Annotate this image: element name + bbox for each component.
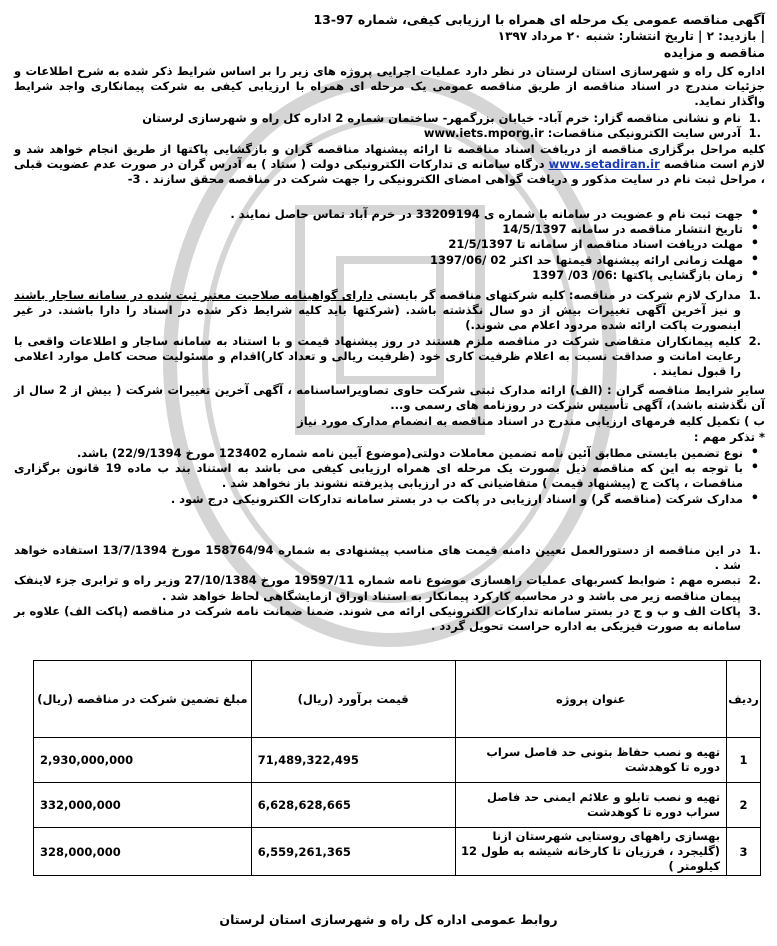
- other-conditions-b: ب ) تکمیل کلیه فرمهای ارزیابی مندرج در اسناد مناقصه به انضمام مدارک مورد نیاز: [297, 414, 765, 428]
- list-item: • مهلت دریافت اسناد مناقصه از سامانه تا 21/5/1397: [14, 237, 765, 252]
- row-number: 2: [727, 783, 761, 828]
- list-item: • جهت ثبت نام و عضویت در سامانه با شماره ی 33209194 در خرم آباد تماس حاصل نمایند .: [14, 207, 765, 222]
- list-item: • زمان بازگشایی پاکتها :06/ 03/ 1397: [14, 268, 765, 283]
- project-title: تهیه و نصب حفاظ بتونی حد فاصل سراب دوره تا کوهدشت: [455, 738, 727, 783]
- estimate-value: 6,628,628,665: [251, 783, 455, 828]
- table-row: [34, 738, 761, 783]
- category-heading: مناقصه و مزایده: [663, 45, 765, 60]
- note-item: • نوع تضمین بایستی مطابق آئین نامه تضمین معاملات دولتی(موضوع آیین نامه شماره 123402 مورخ 22/9/1394) باشد.: [14, 446, 765, 461]
- row-number: 3: [727, 828, 761, 876]
- org-item: 1. آدرس سایت الکترونیکی مناقصات: www.iets.mporg.ir: [423, 126, 761, 141]
- row-number: 1: [727, 738, 761, 783]
- other-conditions: سایر شرایط مناقصه گران : (الف) ارائه مدارک ثبتی شرکت حاوی تصاویراساسنامه ، آگهی آخرین تغییرات شرکت ( بیش از 2 سال از آن نگذشته باشد)، آگهی تأسیس شرکت در روزنامه های رسمی و...: [14, 383, 765, 413]
- requirements-list: [14, 288, 765, 379]
- notes-list: [14, 446, 765, 507]
- process-paragraph: کلیه مراحل برگزاری مناقصه از دریافت اسناد مناقصه تا ارائه پیشنهاد مناقصه گران و بازگشایی پاکتها از طریق انجام خواهد شد و لازم است مناقصه www.setadiran.ir درگاه سامانه ی تدارکات الکترونیکی دولت ( ستاد ) به آدرس گران در صورت عدم عضویت قبلی ، مراحل ثبت نام در سایت مذکور و دریافت گواهی امضای الکترونیکی را جهت شرکت در مناقصه محقق سازند . 3-: [14, 142, 765, 187]
- note-item: • با توجه به این که مناقصه ذیل بصورت یک مرحله ای همراه ارزیابی کیفی می باشد به استناد بند ب ماده 19 قانون برگزاری مناقصات ، پاکت ج (پیشنهاد قیمت ) متقاضیانی که در ارزیابی پذیرفته نشوند باز نخواهد شد .: [14, 461, 765, 491]
- final-item: 3. پاکات الف و ب و ج در بستر سامانه تدارکات الکترونیکی ارائه می شوند. ضمنا ضمانت نامه شرکت در مناقصه (پاکت الف) علاوه بر سامانه به صورت فیزیکی به اداره حراست تحویل گردد .: [14, 603, 761, 634]
- org-list: [14, 111, 765, 141]
- table-header-row: [34, 661, 761, 738]
- guarantee-value: 328,000,000: [34, 828, 252, 876]
- projects-table: [33, 660, 761, 876]
- setadiran-link[interactable]: www.setadiran.ir: [548, 157, 660, 172]
- project-title: بهسازی راههای روستایی شهرستان ازنا (گلیجرد ، فرزیان تا کارخانه شیشه به طول 12 کیلومتر ): [455, 828, 727, 876]
- project-title: تهیه و نصب تابلو و علائم ایمنی حد فاصل سراب دوره تا کوهدشت: [455, 783, 727, 828]
- final-list: [14, 543, 765, 634]
- header-guarantee: مبلغ تضمین شرکت در مناقصه (ریال): [34, 661, 252, 738]
- ad-title: آگهی مناقصه عمومی یک مرحله ای همراه با ارزیابی کیفی، شماره 97-13: [313, 12, 765, 27]
- list-item: • مهلت زمانی ارائه پیشنهاد قیمتها حد اکثر 02 /1397/06: [14, 253, 765, 268]
- header-row-number: ردیف: [727, 661, 761, 738]
- guarantee-value: 332,000,000: [34, 783, 252, 828]
- estimate-value: 71,489,322,495: [251, 738, 455, 783]
- dates-list: [14, 207, 765, 283]
- final-item: 1. در این مناقصه از دستورالعمل تعیین دامنه قیمت های مناسب پیشنهادی به شماره 158764/94 مورخ 13/7/1394 استفاده خواهد شد .: [14, 543, 761, 573]
- publish-meta: | بازدید: ۲ | تاریخ انتشار: شنبه ۲۰ مرداد ۱۳۹۷: [497, 29, 765, 43]
- requirement-item: 2. کلیه پیمانکاران متقاضی شرکت در مناقصه ملزم هستند در روز پیشنهاد قیمت و با استناد به سامانه ساجار و اطلاعات واقعی با رعایت امانت و صداقت نسبت به اعلام ظرفیت کاری خود (ظرفیت ریالی و تعداد کار)اقدام و مسئولیت صحت کامل موارد اعلامی را قبول نمایند .: [14, 333, 761, 379]
- final-item: 2. تبصره مهم : ضوابط کسربهای عملیات راهسازی موضوع نامه شماره 19597/11 مورخ 27/10/1384 وزیر راه و ترابری جزء لاینفک پیمان مناقصه زیر می باشد و در محاسبه کارکرد پیمانکار به استناد اوراق ازمایشگاهی لحاظ خواهد شد .: [14, 573, 761, 603]
- notes-label: * تذکر مهم :: [693, 430, 765, 444]
- header-estimate: قیمت برآورد (ریال): [251, 661, 455, 738]
- header-project-title: عنوان پروژه: [455, 661, 727, 738]
- list-item: • تاریخ انتشار مناقصه در سامانه 14/5/1397: [14, 222, 765, 237]
- guarantee-value: 2,930,000,000: [34, 738, 252, 783]
- requirement-item: 1. مدارک لازم شرکت در مناقصه: کلیه شرکتهای مناقصه گر بایستی دارای گواهینامه صلاحیت معتبر ثبت شده در سامانه ساجار باشند و نیز آخرین آگهی تغییرات بیش از دو سال نگذشته باشد. (شرکتها باید کلیه شرایط ذکر شده در اسناد را دارا باشند. در غیر اینصورت پاکت ارائه شده مردود اعلام می شوند.): [13, 288, 761, 333]
- estimate-value: 6,559,261,365: [251, 828, 455, 876]
- table-row: [34, 828, 761, 876]
- org-item: 1. نام و نشانی مناقصه گزار: خرم آباد- خیابان بزرگمهر- ساختمان شماره 2 اداره کل راه و شهرسازی لرستان: [142, 111, 761, 125]
- footer-signature: روابط عمومی اداره کل راه و شهرسازی استان لرستان: [219, 912, 558, 927]
- table-row: [34, 783, 761, 828]
- note-item: • مدارک شرکت (مناقصه گر) و اسناد ارزیابی در پاکت ب در بستر سامانه تدارکات الکترونیکی درج شود .: [14, 492, 765, 507]
- intro-paragraph: اداره کل راه و شهرسازی استان لرستان در نظر دارد عملیات اجرایی پروژه های زیر را بر اساس شرایط ذکر شده به شرح اطلاعات و جزئیات مندرج در اسناد مناقصه از طریق مناقصه عمومی یک مرحله ای همراه با ارزیابی کیفی به شرکت پیمانکاری واجد شرایط واگذار نماید.: [14, 64, 765, 109]
